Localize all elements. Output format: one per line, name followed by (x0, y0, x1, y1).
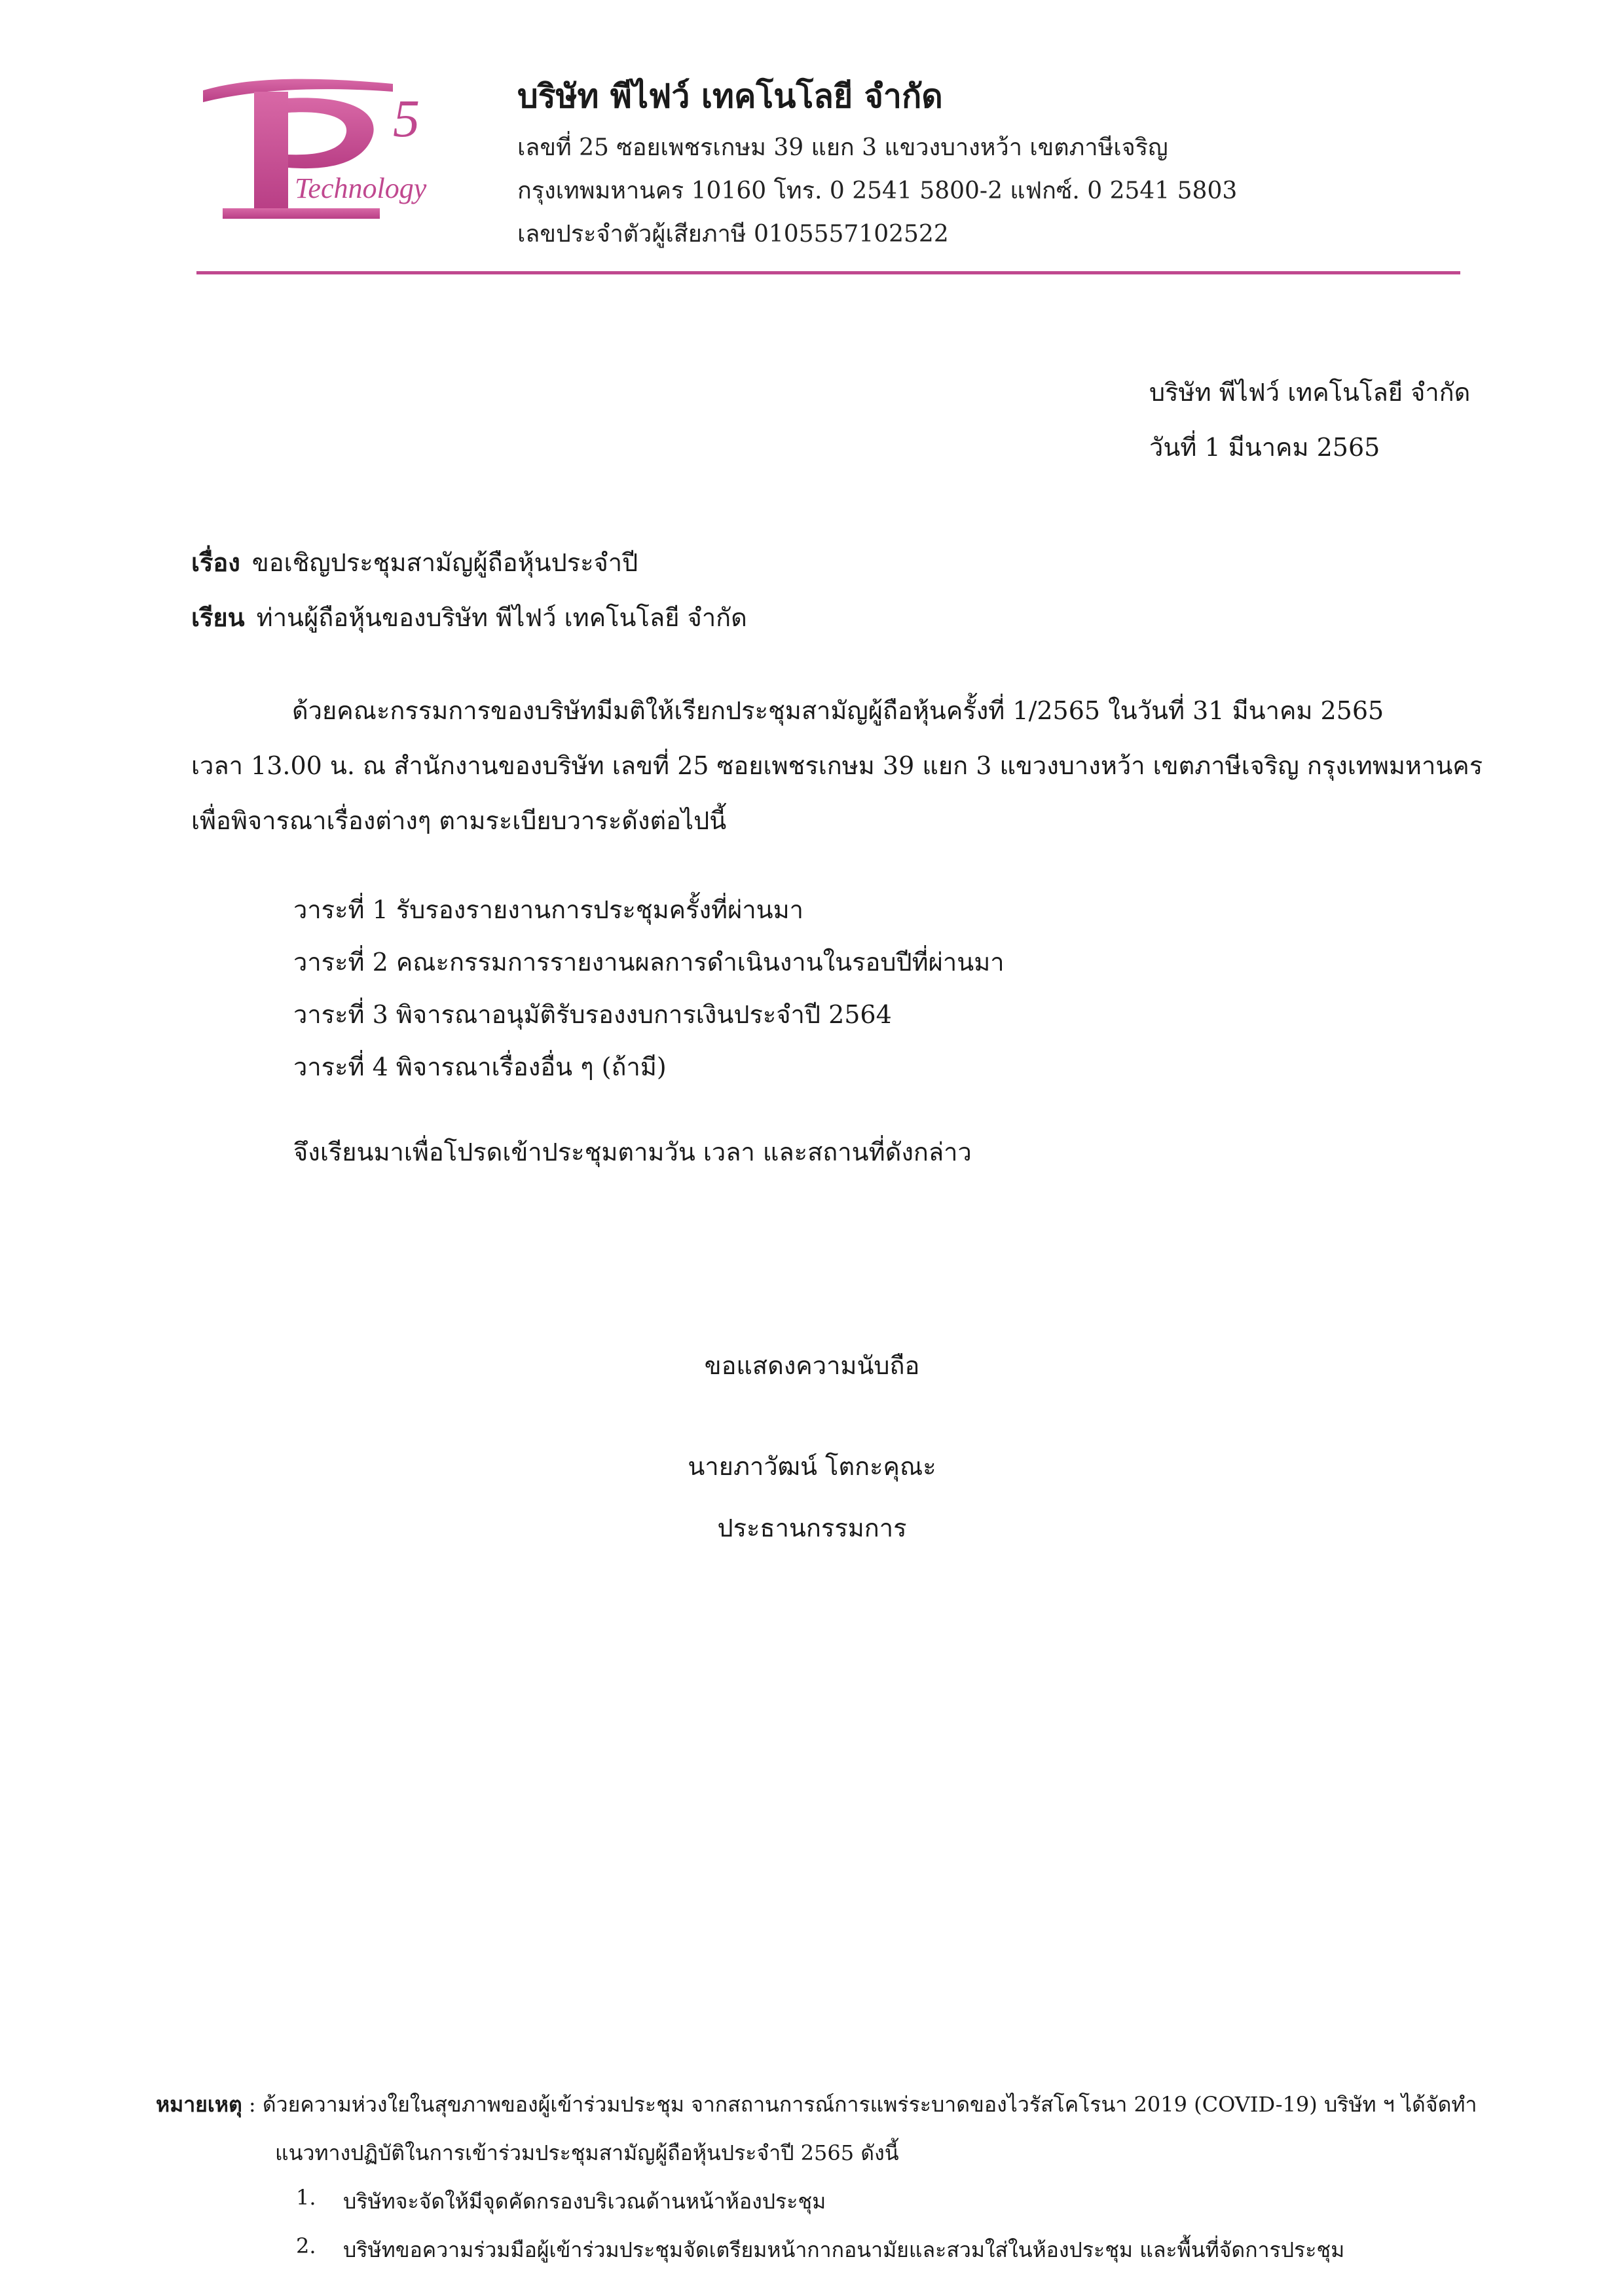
subject-line (191, 542, 638, 582)
company-name: บริษัท พีไฟว์ เทคโนโลยี จำกัด (517, 77, 943, 115)
agenda-item-2: วาระที่ 2 คณะกรรมการรายงานผลการดำเนินงานในรอบปีที่ผ่านมา (293, 948, 1005, 977)
body-line-1: ด้วยคณะกรรมการของบริษัทมีมติให้เรียกประชุมสามัญผู้ถือหุ้นครั้งที่ 1/2565 ในวันที่ 31 มีนาคม 2565 (292, 696, 1384, 725)
note-text-1: : ด้วยความห่วงใยในสุขภาพของผู้เข้าร่วมประชุม จากสถานการณ์การแพร่ระบาดของไวรัสโคโรนา 2019 (COVID-19) บริษัท ฯ ได้จัดทำ (248, 2092, 1477, 2117)
company-logo (196, 72, 445, 236)
header-divider (196, 271, 1460, 274)
logo-script-text: Technology (295, 172, 427, 204)
note-item-1-text: บริษัทจะจัดให้มีจุดคัดกรองบริเวณด้านหน้าห้องประชุม (343, 2189, 826, 2214)
agenda-item-3: วาระที่ 3 พิจารณาอนุมัติรับรองงบการเงินประจำปี 2564 (293, 1000, 892, 1029)
address-line-1: เลขที่ 25 ซอยเพชรเกษม 39 แยก 3 แขวงบางหว้า เขตภาษีเจริญ (517, 134, 1168, 161)
note-item-2-num: 2. (296, 2233, 316, 2258)
body-line-2: เวลา 13.00 น. ณ สำนักงานของบริษัท เลขที่ 25 ซอยเพชรเกษม 39 แยก 3 แขวงบางหว้า เขตภาษีเจริญ กรุงเทพมหานคร (191, 751, 1483, 780)
subject-text: ขอเชิญประชุมสามัญผู้ถือหุ้นประจำปี (251, 548, 638, 577)
recipient-text: ท่านผู้ถือหุ้นของบริษัท พีไฟว์ เทคโนโลยี จำกัด (256, 603, 747, 632)
letter-date: วันที่ 1 มีนาคม 2565 (1149, 433, 1380, 462)
agenda-item-1: วาระที่ 1 รับรองรายงานการประชุมครั้งที่ผ่านมา (293, 895, 804, 924)
signatory-name: นายภาวัฒน์ โตกะคุณะ (688, 1452, 936, 1481)
note-line-1 (156, 2088, 1477, 2121)
note-item-1-num: 1. (296, 2185, 316, 2210)
closing-line: จึงเรียนมาเพื่อโปรดเข้าประชุมตามวัน เวลา และสถานที่ดังกล่าว (293, 1138, 972, 1166)
address-line-2: กรุงเทพมหานคร 10160 โทร. 0 2541 5800-2 แฟกซ์. 0 2541 5803 (517, 177, 1238, 204)
salutation: ขอแสดงความนับถือ (704, 1351, 920, 1380)
note-line-2: แนวทางปฏิบัติในการเข้าร่วมประชุมสามัญผู้ถือหุ้นประจำปี 2565 ดังนี้ (275, 2140, 899, 2165)
recipient-line (191, 597, 747, 637)
subject-label: เรื่อง (191, 548, 240, 577)
body-line-3: เพื่อพิจารณาเรื่องต่างๆ ตามระเบียบวาระดังต่อไปนี้ (191, 806, 727, 835)
agenda-item-4: วาระที่ 4 พิจารณาเรื่องอื่น ๆ (ถ้ามี) (293, 1053, 667, 1081)
tax-id-line: เลขประจำตัวผู้เสียภาษี 0105557102522 (517, 221, 949, 248)
sender-company: บริษัท พีไฟว์ เทคโนโลยี จำกัด (1149, 378, 1471, 407)
logo-superscript: 5 (393, 88, 420, 148)
signatory-title: ประธานกรรมการ (717, 1514, 907, 1542)
note-label: หมายเหตุ (156, 2092, 242, 2117)
note-item-2-text: บริษัทขอความร่วมมือผู้เข้าร่วมประชุมจัดเตรียมหน้ากากอนามัยและสวมใส่ในห้องประชุม และพื้นที่จัดการประชุม (343, 2237, 1345, 2262)
recipient-label: เรียน (191, 603, 245, 632)
